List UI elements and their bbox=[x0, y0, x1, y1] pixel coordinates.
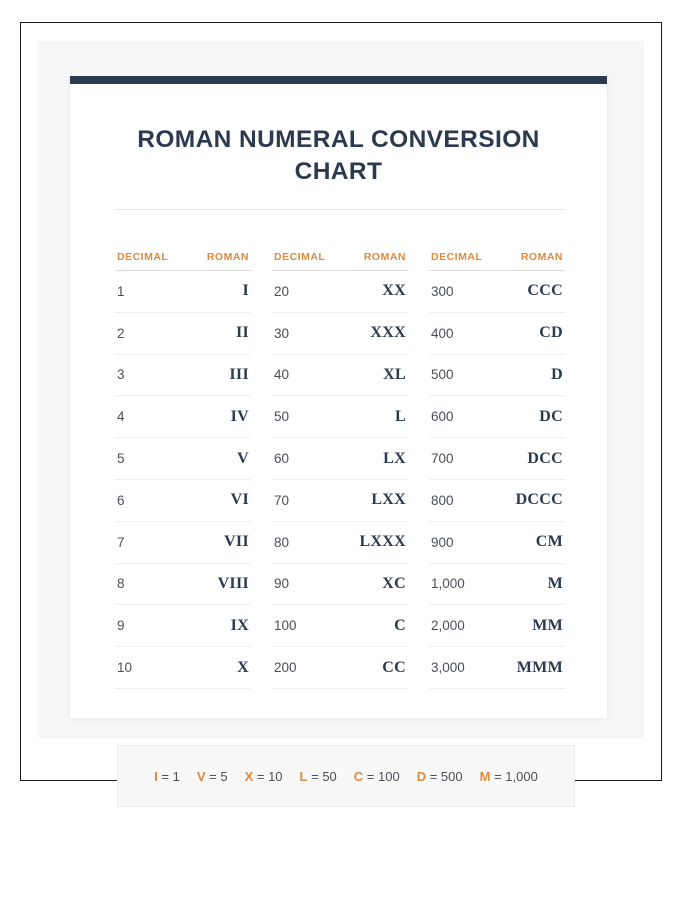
table-row bbox=[115, 647, 251, 689]
decimal-value: 9 bbox=[117, 618, 125, 634]
legend-item bbox=[154, 769, 180, 784]
decimal-value: 2 bbox=[117, 325, 125, 341]
table-row bbox=[272, 313, 408, 355]
table-row bbox=[429, 313, 565, 355]
table-row bbox=[429, 396, 565, 438]
roman-value: I bbox=[242, 282, 249, 300]
legend-item bbox=[197, 769, 228, 784]
roman-value: XL bbox=[383, 365, 406, 383]
table-row bbox=[115, 480, 251, 522]
table-row bbox=[272, 605, 408, 647]
roman-value: VI bbox=[230, 491, 249, 509]
roman-value: IX bbox=[230, 616, 249, 634]
table-row bbox=[272, 647, 408, 689]
roman-value: LX bbox=[383, 449, 406, 467]
decimal-value: 300 bbox=[431, 283, 454, 299]
table-row bbox=[272, 564, 408, 606]
decimal-value: 8 bbox=[117, 576, 125, 592]
page-title: ROMAN NUMERAL CONVERSION CHART bbox=[137, 126, 540, 185]
decimal-value: 600 bbox=[431, 409, 454, 425]
decimal-value: 3,000 bbox=[431, 660, 465, 676]
chart-card bbox=[70, 76, 607, 718]
column-header-roman: ROMAN bbox=[520, 251, 563, 263]
legend-value: = 5 bbox=[209, 768, 228, 784]
legend-symbol: X bbox=[244, 768, 254, 784]
roman-value: V bbox=[237, 449, 249, 467]
roman-value: DCC bbox=[527, 449, 563, 467]
decimal-value: 50 bbox=[274, 409, 290, 425]
column-header bbox=[272, 251, 408, 271]
table-row bbox=[429, 522, 565, 564]
table-column bbox=[272, 251, 408, 689]
roman-value: MM bbox=[532, 616, 563, 634]
decimal-value: 2,000 bbox=[431, 618, 465, 634]
decimal-value: 900 bbox=[431, 534, 454, 550]
roman-value: CM bbox=[535, 533, 563, 551]
roman-value: C bbox=[394, 616, 406, 634]
legend-value: = 500 bbox=[429, 768, 463, 784]
legend-symbol: M bbox=[479, 768, 491, 784]
legend-item bbox=[480, 769, 538, 784]
table-row bbox=[272, 396, 408, 438]
roman-value: XX bbox=[382, 282, 406, 300]
title-divider bbox=[115, 209, 565, 210]
roman-value: MMM bbox=[516, 658, 563, 676]
column-header-roman: ROMAN bbox=[206, 251, 249, 263]
table-row bbox=[429, 355, 565, 397]
roman-value: VIII bbox=[217, 574, 249, 592]
table-row bbox=[429, 605, 565, 647]
table-row bbox=[115, 605, 251, 647]
legend-item bbox=[417, 769, 463, 784]
decimal-value: 800 bbox=[431, 492, 454, 508]
roman-value: D bbox=[551, 365, 563, 383]
roman-value: XXX bbox=[370, 324, 406, 342]
decimal-value: 400 bbox=[431, 325, 454, 341]
roman-value: L bbox=[395, 407, 406, 425]
table-row bbox=[272, 271, 408, 313]
legend-symbol: D bbox=[416, 768, 427, 784]
roman-value: DCCC bbox=[515, 491, 563, 509]
legend-item bbox=[354, 769, 400, 784]
table-row bbox=[115, 313, 251, 355]
roman-value: LXXX bbox=[359, 533, 406, 551]
table-row bbox=[115, 522, 251, 564]
roman-value: CD bbox=[539, 324, 563, 342]
table-row bbox=[272, 438, 408, 480]
table-column bbox=[429, 251, 565, 689]
column-header bbox=[429, 251, 565, 271]
decimal-value: 10 bbox=[117, 660, 133, 676]
column-header bbox=[115, 251, 251, 271]
roman-value: VII bbox=[224, 533, 249, 551]
roman-value: IV bbox=[230, 407, 249, 425]
roman-value: DC bbox=[539, 407, 563, 425]
table-row bbox=[272, 355, 408, 397]
legend-symbol: I bbox=[154, 768, 158, 784]
legend-item bbox=[300, 769, 337, 784]
column-header-decimal: DECIMAL bbox=[274, 251, 326, 263]
table-row bbox=[115, 438, 251, 480]
legend-value: = 1 bbox=[161, 768, 180, 784]
table-row bbox=[115, 271, 251, 313]
decimal-value: 20 bbox=[274, 283, 290, 299]
roman-value: CCC bbox=[527, 282, 563, 300]
roman-value: CC bbox=[382, 658, 406, 676]
legend-value: = 1,000 bbox=[494, 768, 538, 784]
roman-value: M bbox=[547, 574, 563, 592]
roman-value: X bbox=[237, 658, 249, 676]
table-row bbox=[429, 564, 565, 606]
column-header-decimal: DECIMAL bbox=[117, 251, 169, 263]
decimal-value: 100 bbox=[274, 618, 297, 634]
decimal-value: 5 bbox=[117, 451, 125, 467]
table-row bbox=[429, 438, 565, 480]
roman-value: II bbox=[235, 324, 249, 342]
table-row bbox=[429, 480, 565, 522]
table-row bbox=[115, 355, 251, 397]
decimal-value: 7 bbox=[117, 534, 125, 550]
legend-value: = 100 bbox=[366, 768, 400, 784]
decimal-value: 6 bbox=[117, 492, 125, 508]
legend-symbol: L bbox=[299, 768, 308, 784]
legend-bar bbox=[117, 745, 575, 807]
legend-item bbox=[245, 769, 283, 784]
column-header-roman: ROMAN bbox=[363, 251, 406, 263]
decimal-value: 3 bbox=[117, 367, 125, 383]
table-row bbox=[272, 480, 408, 522]
decimal-value: 80 bbox=[274, 534, 290, 550]
legend-symbol: V bbox=[196, 768, 206, 784]
decimal-value: 1 bbox=[117, 283, 125, 299]
roman-value: XC bbox=[382, 574, 406, 592]
roman-value: III bbox=[229, 365, 249, 383]
decimal-value: 60 bbox=[274, 451, 290, 467]
legend-value: = 50 bbox=[311, 768, 337, 784]
top-accent-bar bbox=[70, 76, 607, 84]
table-row bbox=[429, 271, 565, 313]
decimal-value: 1,000 bbox=[431, 576, 465, 592]
decimal-value: 700 bbox=[431, 451, 454, 467]
legend-value: = 10 bbox=[256, 768, 283, 784]
table-row bbox=[272, 522, 408, 564]
decimal-value: 200 bbox=[274, 660, 297, 676]
decimal-value: 90 bbox=[274, 576, 290, 592]
legend-symbol: C bbox=[353, 768, 364, 784]
decimal-value: 70 bbox=[274, 492, 290, 508]
decimal-value: 4 bbox=[117, 409, 125, 425]
table-row bbox=[115, 396, 251, 438]
table-column bbox=[115, 251, 251, 689]
decimal-value: 40 bbox=[274, 367, 290, 383]
table-row bbox=[115, 564, 251, 606]
roman-value: LXX bbox=[371, 491, 406, 509]
decimal-value: 500 bbox=[431, 367, 454, 383]
column-header-decimal: DECIMAL bbox=[431, 251, 483, 263]
conversion-table bbox=[115, 251, 565, 689]
decimal-value: 30 bbox=[274, 325, 290, 341]
table-row bbox=[429, 647, 565, 689]
